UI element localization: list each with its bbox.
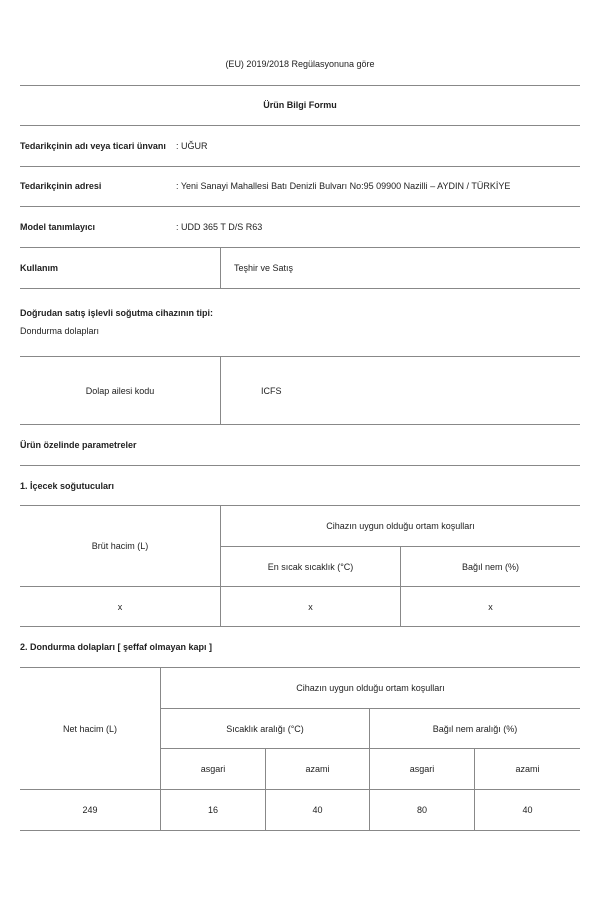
ambient-header: Cihazın uygun olduğu ortam koşulları xyxy=(296,683,445,693)
divider xyxy=(220,356,221,424)
ambient-header: Cihazın uygun olduğu ortam koşulları xyxy=(326,521,475,531)
divider xyxy=(20,85,580,86)
model-label: Model tanımlayıcı xyxy=(20,222,96,232)
section1-title: 1. İçecek soğutucuları xyxy=(20,481,115,491)
net-volume-header: Net hacim (L) xyxy=(62,723,117,734)
max-humidity-header: azami xyxy=(515,764,540,774)
divider xyxy=(20,830,580,831)
divider xyxy=(20,424,580,425)
min-humidity-header: asgari xyxy=(409,764,435,774)
usage-label: Kullanım xyxy=(20,263,59,273)
model-value: : UDD 365 T D/S R63 xyxy=(176,222,263,232)
table-cell: 80 xyxy=(416,805,427,815)
device-type-label: Doğrudan satış işlevli soğutma cihazının tipi: xyxy=(20,308,214,318)
divider xyxy=(20,288,580,289)
supplier-name-label: Tedarikçinin adı veya ticari ünvanı xyxy=(20,141,166,151)
gross-volume-header: Brüt hacim (L) xyxy=(91,541,149,551)
divider xyxy=(20,206,580,207)
divider xyxy=(20,465,580,466)
supplier-name-value: : UĞUR xyxy=(176,141,208,151)
params-title: Ürün özelinde parametreler xyxy=(20,440,137,450)
humidity-range-header: Bağıl nem aralığı (%) xyxy=(432,723,518,734)
table-cell: 16 xyxy=(207,805,218,815)
table-cell: 249 xyxy=(82,805,98,815)
table-cell: 40 xyxy=(312,805,323,815)
usage-value: Teşhir ve Satış xyxy=(234,263,294,273)
table-cell: 40 xyxy=(522,805,533,815)
max-temp-header: En sıcak sıcaklık (°C) xyxy=(267,561,354,572)
table-cell: x xyxy=(308,601,313,612)
humidity-header: Bağıl nem (%) xyxy=(461,561,520,572)
table-cell: x xyxy=(117,601,123,612)
cabinet-family-value: ICFS xyxy=(261,385,282,396)
supplier-address-label: Tedarikçinin adresi xyxy=(20,181,102,191)
table-cell: x xyxy=(488,601,493,612)
divider xyxy=(20,626,580,627)
max-temp-header: azami xyxy=(305,764,330,774)
regulation-text: (EU) 2019/2018 Regülasyonuna göre xyxy=(225,59,375,69)
temp-range-header: Sıcaklık aralığı (°C) xyxy=(226,723,304,734)
cabinet-family-label: Dolap ailesi kodu xyxy=(85,385,155,396)
divider xyxy=(20,166,580,167)
device-type-value: Dondurma dolapları xyxy=(20,326,100,336)
min-temp-header: asgari xyxy=(200,764,226,774)
divider xyxy=(220,247,221,288)
section2-title: 2. Dondurma dolapları [ şeffaf olmayan kapı ] xyxy=(20,642,213,652)
divider xyxy=(20,247,580,248)
supplier-address-value: : Yeni Sanayi Mahallesi Batı Denizli Bulvarı No:95 09900 Nazilli – AYDIN / TÜRKİYE xyxy=(176,181,511,191)
divider xyxy=(20,125,580,126)
form-title: Ürün Bilgi Formu xyxy=(263,100,337,110)
